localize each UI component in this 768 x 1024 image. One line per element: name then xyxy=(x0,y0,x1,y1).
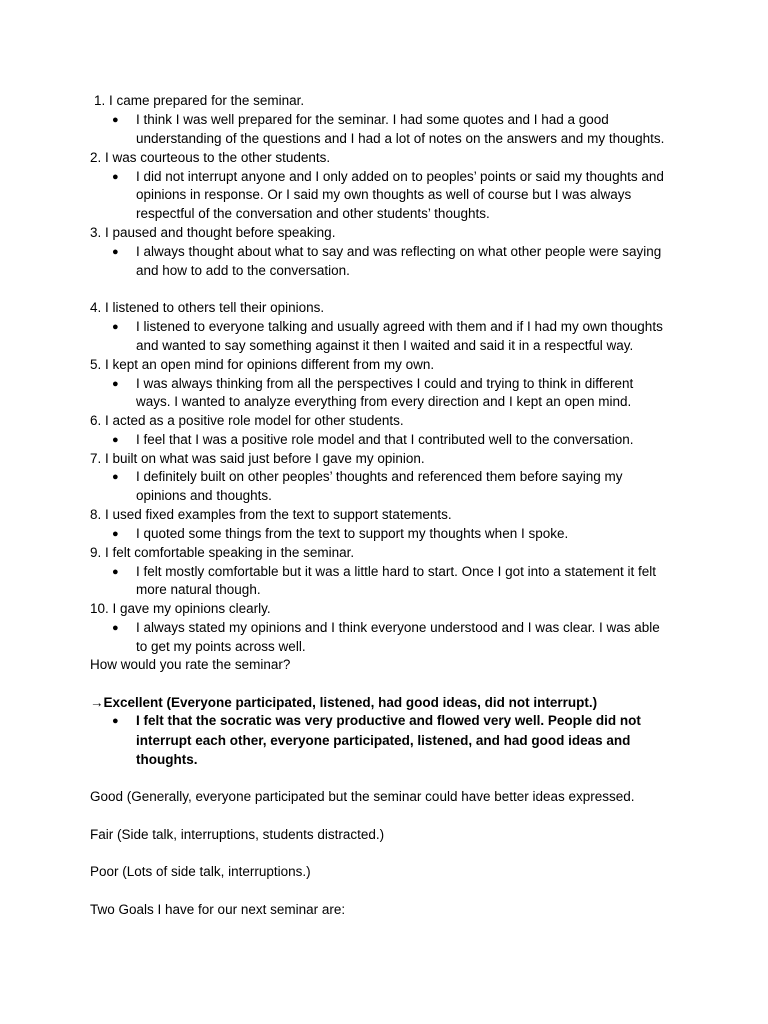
answer-4-line-2: and wanted to say something against it then I waited and said it in a respectful way. xyxy=(136,338,634,353)
question-9: 9. I felt comfortable speaking in the seminar. xyxy=(90,545,355,560)
answer-2-line-2: opinions in response. Or I said my own thoughts as well of course but I was always xyxy=(136,187,632,202)
answer-5-line-2: ways. I wanted to analyze everything from every direction and I kept an open mind. xyxy=(136,394,632,409)
answer-10-line-1: I always stated my opinions and I think everyone understood and I was clear. I was able xyxy=(136,620,660,635)
answer-2-line-3: respectful of the conversation and other students’ thoughts. xyxy=(136,206,490,221)
bullet-icon: ● xyxy=(112,434,119,446)
goals-prompt: Two Goals I have for our next seminar are: xyxy=(90,902,346,917)
rating-excellent-selected: →Excellent (Everyone participated, listened, had good ideas, did not interrupt.) xyxy=(90,695,598,710)
excellent-answer-line-2: interrupt each other, everyone participated, listened, and had good ideas and xyxy=(136,733,631,748)
bullet-icon: ● xyxy=(112,321,119,333)
rating-poor: Poor (Lots of side talk, interruptions.) xyxy=(90,864,311,879)
answer-7-line-1: I definitely built on other peoples’ thoughts and referenced them before saying my xyxy=(136,469,623,484)
bullet-icon: ● xyxy=(112,566,119,578)
question-1: 1. I came prepared for the seminar. xyxy=(94,93,305,108)
answer-3-line-2: and how to add to the conversation. xyxy=(136,263,350,278)
answer-1-line-2: understanding of the questions and I had a lot of notes on the answers and my thoughts. xyxy=(136,131,665,146)
bullet-icon: ● xyxy=(112,528,119,540)
answer-3-line-1: I always thought about what to say and was reflecting on what other people were saying xyxy=(136,244,662,259)
excellent-answer-line-1: I felt that the socratic was very productive and flowed very well. People did not xyxy=(136,713,641,728)
answer-5-line-1: I was always thinking from all the perspectives I could and trying to think in different xyxy=(136,376,634,391)
bullet-icon: ● xyxy=(112,171,119,183)
question-4: 4. I listened to others tell their opinions. xyxy=(90,300,325,315)
answer-7-line-2: opinions and thoughts. xyxy=(136,488,272,503)
answer-1-line-1: I think I was well prepared for the seminar. I had some quotes and I had a good xyxy=(136,112,609,127)
bullet-icon: ● xyxy=(112,378,119,390)
question-7: 7. I built on what was said just before I gave my opinion. xyxy=(90,451,425,466)
answer-8-line-1: I quoted some things from the text to support my thoughts when I spoke. xyxy=(136,526,569,541)
excellent-answer-line-3: thoughts. xyxy=(136,752,198,767)
bullet-icon: ● xyxy=(112,246,119,258)
question-3: 3. I paused and thought before speaking. xyxy=(90,225,336,240)
rating-fair: Fair (Side talk, interruptions, students distracted.) xyxy=(90,827,385,842)
answer-9-line-2: more natural though. xyxy=(136,582,261,597)
rating-good: Good (Generally, everyone participated but the seminar could have better ideas expressed. xyxy=(90,789,635,804)
question-2: 2. I was courteous to the other students. xyxy=(90,150,331,165)
answer-4-line-1: I listened to everyone talking and usually agreed with them and if I had my own thoughts xyxy=(136,319,663,334)
question-8: 8. I used fixed examples from the text to support statements. xyxy=(90,507,452,522)
question-6: 6. I acted as a positive role model for other students. xyxy=(90,413,404,428)
answer-2-line-1: I did not interrupt anyone and I only added on to peoples’ points or said my thoughts and xyxy=(136,169,664,184)
rating-question: How would you rate the seminar? xyxy=(90,657,291,672)
question-10: 10. I gave my opinions clearly. xyxy=(90,601,271,616)
answer-10-line-2: to get my points across well. xyxy=(136,639,306,654)
question-5: 5. I kept an open mind for opinions different from my own. xyxy=(90,357,435,372)
bullet-icon: ● xyxy=(112,622,119,634)
answer-9-line-1: I felt mostly comfortable but it was a little hard to start. Once I got into a statement it felt xyxy=(136,564,656,579)
bullet-icon: ● xyxy=(112,471,119,483)
bullet-icon: ● xyxy=(112,715,119,727)
bullet-icon: ● xyxy=(112,114,119,126)
answer-6-line-1: I feel that I was a positive role model and that I contributed well to the conversation. xyxy=(136,432,634,447)
